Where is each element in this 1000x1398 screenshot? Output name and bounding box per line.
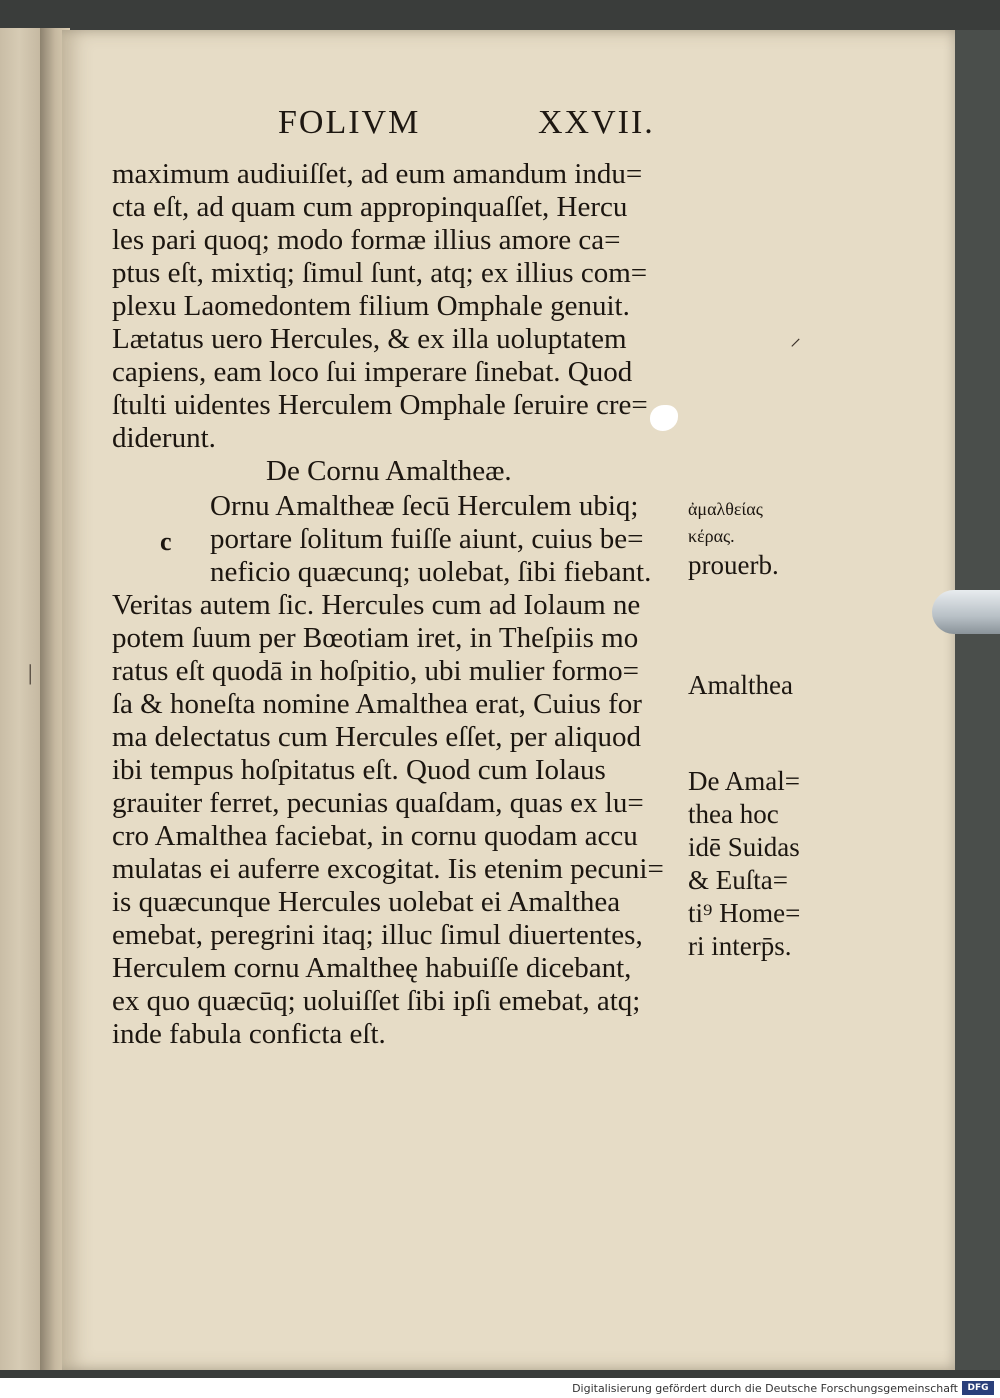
- text-line: ſa & honeſta nomine Amalthea erat, Cuius for: [112, 688, 642, 720]
- digitization-footer: [0, 1378, 1000, 1398]
- dfg-logo: DFG: [962, 1381, 994, 1395]
- margin-note-greek: ἀμαλθείας: [688, 499, 763, 519]
- text-line: ibi tempus hoſpitatus eſt. Quod cum Iolaus: [112, 754, 606, 786]
- margin-note-suidas-line: & Euſta=: [688, 865, 788, 895]
- margin-note-suidas-line: De Amal=: [688, 766, 800, 796]
- text-line: is quæcunque Hercules uolebat ei Amalthea: [112, 886, 621, 918]
- text-line: grauiter ferret, pecunias quaſdam, quas ex lu=: [112, 787, 644, 819]
- text-line: plexu Laomedontem filium Omphale genuit.: [112, 290, 630, 322]
- text-line: portare ſolitum fuiſſe aiunt, cuius be=: [210, 523, 644, 555]
- book-cover-edge: [955, 30, 1000, 1370]
- text-line: potem ſuum per Bœotiam iret, in Theſpiis mo: [112, 622, 639, 654]
- margin-note-suidas-line: idē Suidas: [688, 832, 800, 862]
- text-line: ſtulti uidentes Herculem Omphale ſeruire cre=: [112, 389, 648, 421]
- text-line: inde fabula conficta eſt.: [112, 1018, 386, 1050]
- text-line: cta eſt, ad quam cum appropinquaſſet, Hercu: [112, 191, 628, 223]
- margin-note-suidas-line: ri interp̄s.: [688, 931, 792, 961]
- margin-note-amalthea: Amalthea: [688, 670, 793, 700]
- text-line: Ornu Amaltheæ ſecū Herculem ubiq;: [210, 490, 639, 522]
- text-line: mulatas ei auferre excogitat. Iis etenim pecuni=: [112, 853, 664, 885]
- text-line: maximum audiuiſſet, ad eum amandum indu=: [112, 158, 643, 190]
- guide-letter: c: [160, 527, 172, 556]
- text-line: emebat, peregrini itaq; illuc ſimul diuertentes,: [112, 919, 643, 951]
- text-line: ex quo quæcūq; uoluiſſet ſibi ipſi emebat, atq;: [112, 985, 641, 1017]
- text-line: neficio quæcunq; uolebat, ſibi fiebant.: [210, 556, 652, 588]
- page-clip: [932, 590, 1000, 634]
- margin-note-proverb: prouerb.: [688, 550, 779, 580]
- text-line: ma delectatus cum Hercules eſſet, per aliquod: [112, 721, 642, 753]
- text-line: les pari quoq; modo formæ illius amore ca=: [112, 224, 621, 256]
- margin-note-greek: κέρας.: [688, 526, 735, 546]
- header-folio-number: XXVII.: [538, 104, 655, 141]
- margin-note-suidas-line: thea hoc: [688, 799, 779, 829]
- text-line: ratus eſt quodā in hoſpitio, ubi mulier formo=: [112, 655, 639, 687]
- pen-mark: |: [28, 660, 33, 685]
- text-line: Lætatus uero Hercules, & ex illa uoluptatem: [112, 323, 627, 355]
- section-heading: De Cornu Amaltheæ.: [266, 455, 512, 487]
- pen-mark: ⸝: [790, 325, 802, 350]
- text-line: Herculem cornu Amaltheę habuiſſe dicebant,: [112, 952, 632, 984]
- text-line: cro Amalthea faciebat, in cornu quodam accu: [112, 820, 638, 852]
- margin-note-suidas-line: ti⁹ Home=: [688, 898, 801, 928]
- text-line: Veritas autem ſic. Hercules cum ad Iolaum ne: [112, 589, 641, 621]
- running-header: [0, 104, 1000, 148]
- text-line: ptus eſt, mixtiq; ſimul ſunt, atq; ex illius com=: [112, 257, 648, 289]
- text-line: capiens, eam loco ſui imperare ſinebat. Quod: [112, 356, 633, 388]
- text-line: diderunt.: [112, 422, 216, 454]
- header-folium: FOLIVM: [278, 104, 421, 141]
- funding-credit: Digitalisierung gefördert durch die Deutsche Forschungsgemeinschaft: [572, 1382, 958, 1395]
